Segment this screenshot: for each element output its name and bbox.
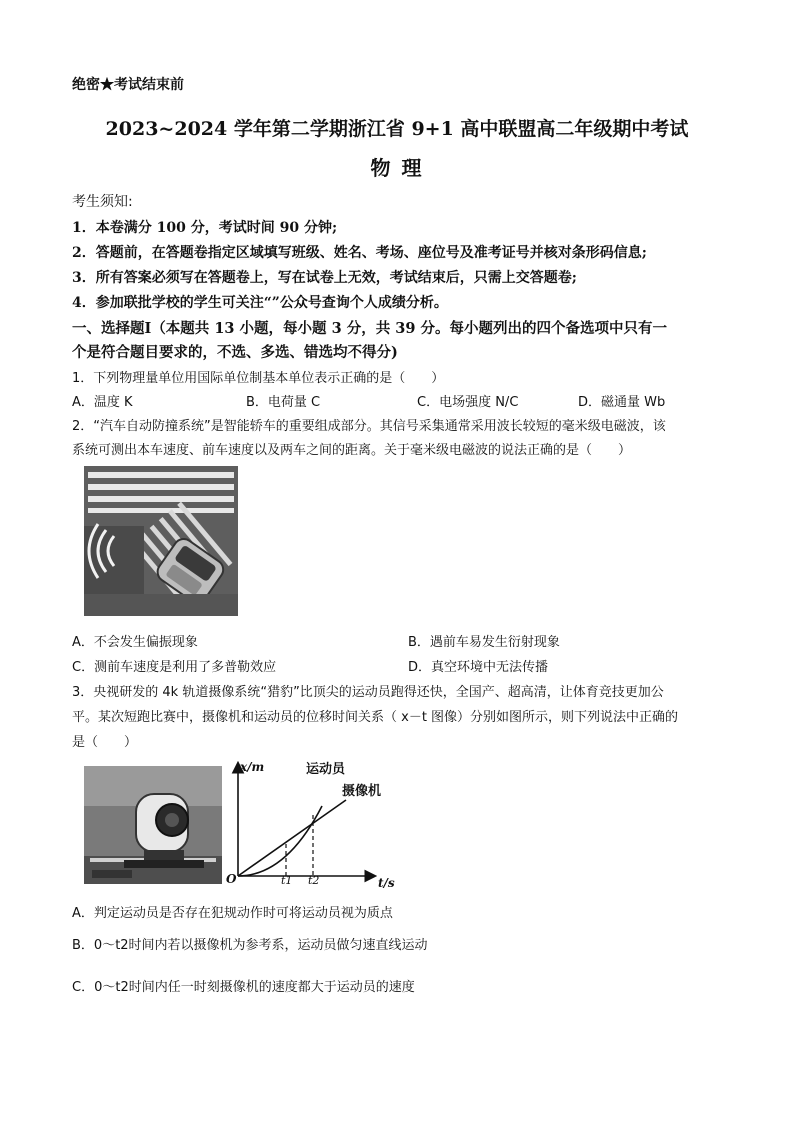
q1-option-b: B．电荷量 C xyxy=(246,395,321,410)
q1-option-c: C．电场强度 N/C xyxy=(417,395,519,410)
notice-item: 3．所有答案必须写在答题卷上，写在试卷上无效，考试结束后，只需上交答题卷; xyxy=(72,270,577,286)
notice-heading: 考生须知: xyxy=(72,194,133,210)
y-axis-label: x/m xyxy=(240,760,265,774)
section-heading: 一、选择题Ⅰ（本题共 13 小题，每小题 3 分，共 39 分。每小题列出的四个备选项中只有一 xyxy=(72,320,668,337)
origin-label: O xyxy=(226,872,237,886)
q1-stem: 1．下列物理量单位用国际单位制基本单位表示正确的是（ ） xyxy=(72,371,445,386)
xt-graph xyxy=(224,758,414,892)
q3-option-c: C．0～t2时间内任一时刻摄像机的速度都大于运动员的速度 xyxy=(72,980,415,995)
q2-option-b: B．遇前车易发生衍射现象 xyxy=(408,635,560,650)
camera-label: 摄像机 xyxy=(342,784,382,799)
q2-stem-line2: 系统可测出本车速度、前车速度以及两车之间的距离。关于毫米级电磁波的说法正确的是（ ） xyxy=(72,443,632,458)
q3-stem-line1: 3．央视研发的 4k 轨道摄像系统“猎豹”比顶尖的运动员跑得还快，全国产、超高清，让体育竞技更加公 xyxy=(72,685,664,700)
notice-item: 2．答题前，在答题卷指定区域填写班级、姓名、考场、座位号及准考证号并核对条形码信息; xyxy=(72,245,647,261)
confidential-label: 绝密★考试结束前 xyxy=(72,77,184,93)
q2-stem-line1: 2．“汽车自动防撞系统”是智能轿车的重要组成部分。其信号采集通常采用波长较短的毫米级电磁波，该 xyxy=(72,419,666,434)
camera-photo xyxy=(84,766,222,884)
q3-option-a: A．判定运动员是否存在犯规动作时可将运动员视为质点 xyxy=(72,906,393,921)
t1-label: t1 xyxy=(281,874,293,887)
athlete-label: 运动员 xyxy=(306,762,346,777)
q3-stem-line3: 是（ ） xyxy=(72,735,138,750)
camera-line xyxy=(238,800,346,876)
car-radar-photo xyxy=(84,466,238,616)
subject-title: 物 理 xyxy=(370,156,424,180)
q3-option-b: B．0～t2时间内若以摄像机为参考系，运动员做匀速直线运动 xyxy=(72,938,428,953)
q1-option-a: A．温度 K xyxy=(72,395,133,410)
q3-stem-line2: 平。某次短跑比赛中，摄像机和运动员的位移时间关系（ x－t 图像）分别如图所示，则下列说法中正确的 xyxy=(72,710,679,725)
q2-option-d: D．真空环境中无法传播 xyxy=(408,660,549,675)
q2-option-a: A．不会发生偏振现象 xyxy=(72,635,198,650)
notice-item: 4．参加联批学校的学生可关注“”公众号查询个人成绩分析。 xyxy=(72,295,448,311)
x-axis-label: t/s xyxy=(378,876,395,890)
athlete-curve xyxy=(238,806,322,876)
q2-option-c: C．测前车速度是利用了多普勒效应 xyxy=(72,660,277,675)
section-heading-cont: 个是符合题目要求的，不选、多选、错选均不得分) xyxy=(72,344,398,361)
exam-title: 2023~2024 学年第二学期浙江省 9+1 高中联盟高二年级期中考试 xyxy=(105,118,689,140)
q1-option-d: D．磁通量 Wb xyxy=(578,395,666,410)
notice-item: 1．本卷满分 100 分，考试时间 90 分钟; xyxy=(72,220,338,236)
t2-label: t2 xyxy=(308,874,320,887)
